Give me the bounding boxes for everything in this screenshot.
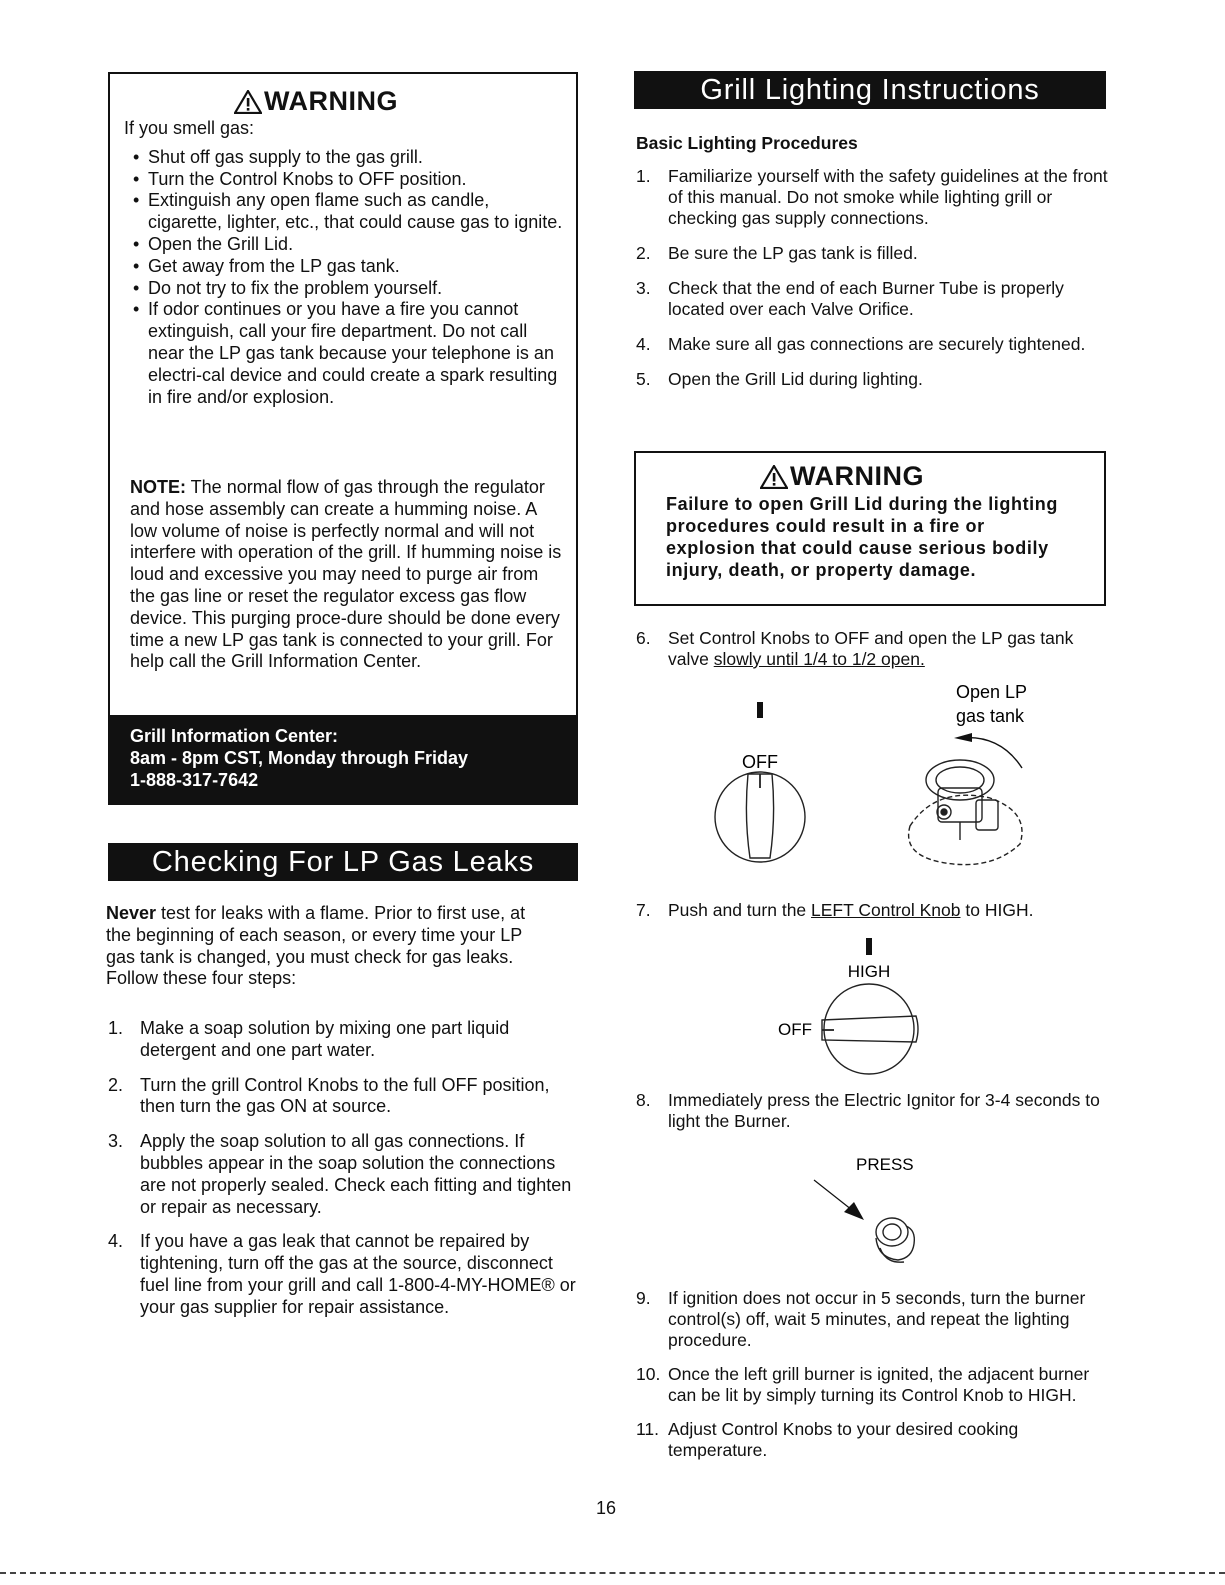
grill-info-center-band <box>110 715 576 803</box>
leaks-step <box>108 1231 578 1318</box>
leaks-intro <box>106 903 546 990</box>
step-number: 11. <box>636 1419 660 1439</box>
step-text: Turn the grill Control Knobs to the full OFF position, then turn the gas ON at source. <box>140 1074 550 1117</box>
note-text: The normal flow of gas through the regulator and hose assembly can create a humming noise. A low volume of noise is perfectly normal and will not interfere with operation of the grill. If humming noise is loud and excessive you may need to purge air from the gas line or reset the regulator excess gas flow device. This purging proce-dure should be done every time a new LP gas tank is connected to your grill. For help call the Grill Information Center. <box>130 477 562 672</box>
warning-triangle-icon <box>234 90 262 114</box>
step-text: Check that the end of each Burner Tube is properly located over each Valve Orifice. <box>668 278 1064 319</box>
lighting-step <box>636 369 1108 390</box>
warning-bullet: • If odor continues or you have a fire you cannot extinguish, call your fire department. Do not call near the LP gas tank because your telephone is an electri-cal device and could create a spark resulting in fire and/or explosion. <box>124 299 564 408</box>
basic-procedures-subheader: Basic Lighting Procedures <box>636 133 858 153</box>
step-text: Make a soap solution by mixing one part liquid detergent and one part water. <box>140 1018 510 1060</box>
step-number: 1. <box>636 166 651 186</box>
lighting-step <box>636 334 1108 355</box>
leaks-steps-list <box>108 1018 578 1319</box>
lid-warning-text: Failure to open Grill Lid during the lighting procedures could result in a fire or explosion that could cause serious bodily injury, death, or property damage. <box>666 494 1058 580</box>
info-center-hours: 8am - 8pm CST, Monday through Friday <box>130 748 469 768</box>
step-number: 5. <box>636 369 651 389</box>
step-text: Open the Grill Lid during lighting. <box>668 369 923 389</box>
lid-warning-box <box>634 451 1106 606</box>
step-number: 6. <box>636 628 651 648</box>
lighting-steps-list-continued <box>636 1288 1108 1461</box>
step-text-underlined: LEFT Control Knob <box>811 900 961 920</box>
ignitor-press-figure <box>800 1148 960 1278</box>
step-text: Familiarize yourself with the safety guidelines at the front of this manual. Do not smoke while lighting grill or checking gas supply connections. <box>668 166 1108 228</box>
high-label: HIGH <box>847 962 891 981</box>
step-number: 2. <box>108 1074 124 1095</box>
warning-bullet: • Get away from the LP gas tank. <box>124 256 564 278</box>
press-arrow-icon <box>814 1180 864 1220</box>
step-number: 10. <box>636 1364 661 1384</box>
step-text: Push and turn the <box>668 900 812 920</box>
step-number: 4. <box>636 334 651 354</box>
lighting-step <box>636 243 1108 264</box>
lighting-steps-list <box>636 166 1108 390</box>
step-number: 4. <box>108 1231 124 1252</box>
step-text: Once the left grill burner is ignited, the adjacent burner can be lit by simply turning its Control Knob to HIGH. <box>668 1364 1090 1405</box>
leaks-step <box>108 1018 578 1062</box>
lighting-step-6 <box>636 628 1108 670</box>
section-header-leaks: Checking For LP Gas Leaks <box>108 843 578 881</box>
lighting-step-7 <box>636 900 1108 921</box>
step-text: If ignition does not occur in 5 seconds, turn the burner control(s) off, wait 5 minutes, and repeat the lighting procedure. <box>668 1288 1086 1350</box>
step-number: 3. <box>108 1131 124 1152</box>
lighting-step <box>636 166 1108 229</box>
leaks-step <box>108 1131 578 1218</box>
tank-valve-icon <box>909 760 1022 865</box>
warning-heading <box>234 86 398 117</box>
lighting-step <box>636 278 1108 320</box>
info-center-phone: 1-888-317-7642 <box>130 770 259 790</box>
off-label: OFF <box>778 1020 812 1039</box>
page-number: 16 <box>596 1498 617 1518</box>
high-indicator-mark <box>866 938 872 955</box>
lighting-step <box>636 1288 1108 1351</box>
lighting-step <box>636 1419 1108 1461</box>
warning-title: WARNING <box>790 461 924 491</box>
knob-high-figure <box>760 932 960 1082</box>
open-lp-label-line1: Open LP <box>956 682 1028 702</box>
off-label: OFF <box>742 752 778 772</box>
warning-bullet: • Extinguish any open flame such as candle, cigarette, lighter, etc., that could cause gas to ignite. <box>124 190 564 234</box>
note-label: NOTE: <box>130 477 186 497</box>
off-indicator-mark <box>757 702 763 718</box>
electric-ignitor-button-icon <box>876 1218 914 1262</box>
warning-bullet-list <box>124 147 564 409</box>
step-text: Immediately press the Electric Ignitor for 3-4 seconds to light the Burner. <box>668 1090 1100 1131</box>
lighting-step <box>636 1364 1108 1406</box>
step-text: Adjust Control Knobs to your desired cooking temperature. <box>668 1419 1019 1460</box>
warning-triangle-icon <box>760 465 788 489</box>
step-text: If you have a gas leak that cannot be repaired by tightening, turn off the gas at the source, disconnect fuel line from your grill and call 1-800-4-MY-HOME® or your gas supplier for repair assistance. <box>140 1231 576 1317</box>
section-header-lighting: Grill Lighting Instructions <box>634 71 1106 109</box>
curved-arrow-icon <box>954 733 1022 768</box>
note-paragraph <box>130 477 562 673</box>
warning-bullet: • Do not try to fix the problem yourself. <box>124 278 564 300</box>
warning-intro: If you smell gas: <box>124 118 255 138</box>
warning-title: WARNING <box>264 86 398 116</box>
step-number: 8. <box>636 1090 651 1110</box>
step-text-underlined: slowly until 1/4 to 1/2 open. <box>713 649 925 669</box>
warning-bullet: • Open the Grill Lid. <box>124 234 564 256</box>
step-text: Set Control Knobs to OFF and open the LP gas tank valve <box>668 628 1074 669</box>
step-number: 1. <box>108 1018 124 1038</box>
page-bottom-edge <box>0 1572 1225 1574</box>
step-text: Be sure the LP gas tank is filled. <box>668 243 918 263</box>
open-lp-label-line2: gas tank <box>956 706 1025 726</box>
leaks-intro-text: test for leaks with a flame. Prior to first use, at the beginning of each season, or every time your LP gas tank is changed, you must check for gas leaks. Follow these four steps: <box>106 903 526 989</box>
info-center-title: Grill Information Center: <box>130 726 339 746</box>
step-text: Make sure all gas connections are securely tightened. <box>668 334 1086 354</box>
knob-off-and-tank-valve-figure <box>690 676 1070 876</box>
step-number: 2. <box>636 243 651 263</box>
leaks-intro-bold: Never <box>106 903 157 923</box>
gas-smell-warning-box <box>108 72 578 805</box>
step-number: 3. <box>636 278 651 298</box>
step-text: to HIGH. <box>960 900 1034 920</box>
warning-bullet: • Shut off gas supply to the gas grill. <box>124 147 564 169</box>
lighting-step-8 <box>636 1090 1108 1132</box>
control-knob-off-icon <box>715 772 805 862</box>
press-label: PRESS <box>856 1155 914 1174</box>
leaks-step <box>108 1075 578 1119</box>
step-number: 9. <box>636 1288 651 1308</box>
step-text: Apply the soap solution to all gas connections. If bubbles appear in the soap solution the connections are not properly sealed. Check each fitting and tighten or repair as necessary. <box>140 1131 572 1217</box>
step-number: 7. <box>636 900 651 920</box>
warning-bullet: • Turn the Control Knobs to OFF position. <box>124 169 564 191</box>
control-knob-high-icon <box>822 984 918 1074</box>
warning-heading <box>760 461 924 492</box>
